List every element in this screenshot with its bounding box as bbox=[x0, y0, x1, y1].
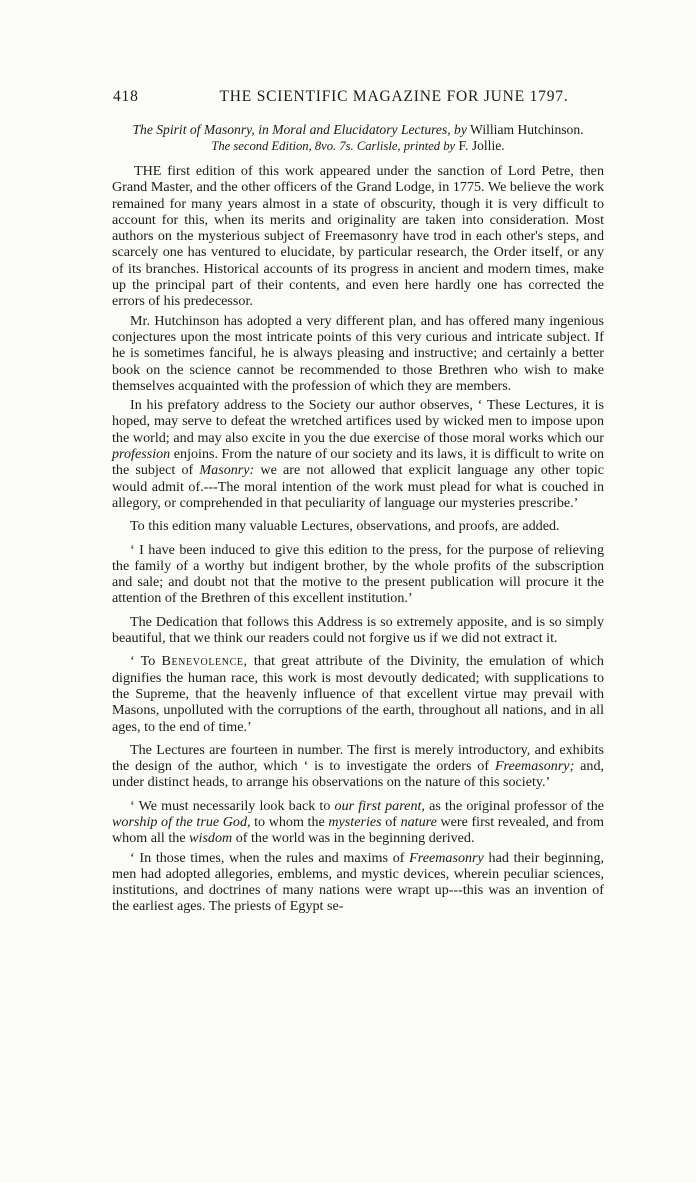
paragraph-8 bbox=[112, 742, 604, 791]
p9-italic-wisdom: wisdom bbox=[189, 830, 233, 847]
paragraph-6: The Dedication that follows this Address is so extremely apposite, and is so simply beautiful, that we think our readers could not forgive us if we did not extract it. bbox=[112, 613, 604, 647]
p9-text-i: were first revealed, and from whom all the bbox=[112, 813, 604, 847]
review-title-line bbox=[112, 122, 604, 138]
paragraph-9 bbox=[112, 798, 604, 847]
book-title: The Spirit of Masonry, in Moral and Elucidatory Lectures, by bbox=[132, 122, 467, 137]
paragraph-4: To this edition many valuable Lectures, observations, and proofs, are added. bbox=[130, 518, 560, 535]
p3-italic-profession: profession bbox=[112, 446, 171, 463]
p10-italic-freemasonry: Freemasonry bbox=[409, 849, 484, 866]
paragraph-2: Mr. Hutchinson has adopted a very different plan, and has offered many ingenious conjectures upon the most intricate points of this very curious and intricate subject. If he is sometimes fanciful, he is always pleasing and instructive; and certainly a better book on the science cannot be recommended to those Brethren who wish to make themselves acquainted with the profession of which they are members. bbox=[112, 312, 604, 394]
p7-text-a: ‘ To bbox=[130, 653, 156, 670]
p3-italic-masonry: Masonry: bbox=[199, 462, 255, 479]
paragraph-7 bbox=[112, 653, 604, 734]
p9-text-a: ‘ We must necessarily look back to bbox=[130, 797, 331, 814]
running-header bbox=[113, 88, 609, 106]
p9-text-c: as the original professor of the bbox=[429, 797, 605, 814]
p9-italic-mysteries: mysteries bbox=[328, 813, 382, 830]
p8-text-a: The Lectures are fourteen in number. The first is merely introductory, and exhibits the design of the author, which ‘ is to investigate the orders of bbox=[112, 741, 604, 775]
p9-text-e: to whom the bbox=[254, 813, 325, 830]
p10-text-c: had their beginning, men had adopted allegories, emblems, and mystic devices, wherein peculiar sciences, institutions, and doctrines of many nations were wrapt up---this was an invention of the earliest ages. The priests of Egypt se- bbox=[112, 849, 605, 915]
p8-italic-freemasonry: Freemasonry; bbox=[494, 758, 575, 775]
p3-text-c: enjoins. From the nature of our society and its laws, it is difficult to write on the subject of bbox=[112, 446, 604, 479]
p9-italic-nature: nature bbox=[400, 813, 437, 830]
paragraph-1: THE first edition of this work appeared under the sanction of Lord Petre, then Grand Master, and the other officers of the Grand Lodge, in 1775. We believe the work remained for many years almost in a state of obscurity, though it is very difficult to account for this, when its merits and originality are taken into consideration. Most authors on the mysterious subject of Freemasonry have trod in each other's steps, and scarcely one has ventured to elucidate, by particular research, the Order itself, or any of its branches. Historical accounts of its progress in ancient and modern times, make up the principal part of their contents, and even here hardly one has corrected the errors of his predecessor. bbox=[112, 163, 604, 310]
paragraph-3 bbox=[112, 397, 604, 511]
p10-text-a: ‘ In those times, when the rules and maxims of bbox=[130, 849, 405, 866]
printer-name: F. Jollie. bbox=[458, 138, 505, 153]
review-body bbox=[112, 163, 604, 918]
page-number: 418 bbox=[113, 88, 139, 105]
publication-details: The second Edition, 8vo. 7s. Carlisle, printed by bbox=[211, 139, 456, 153]
review-publication-line bbox=[112, 138, 604, 154]
p7-text-c: that great attribute of the Divinity, the emulation of which dignifies the human race, this work is most devoutly dedicated; with supplications to the Supreme, that the heavenly influence of that excellent virtue may prevail with Masons, unpolluted with the corruptions of the earth, throughout all nations, and in all ages, to the end of time.’ bbox=[112, 653, 604, 735]
p9-text-g: of bbox=[385, 813, 397, 830]
p9-text-k: of the world was in the beginning derived. bbox=[235, 830, 475, 847]
p3-text-a: In his prefatory address to the Society our author observes, ‘ These Lectures, it is hoped, may serve to defeat the wretched artifices used by wicked men to impose upon the world; and may also excite in you the due exercise of those moral works which our bbox=[112, 397, 604, 446]
running-title: THE SCIENTIFIC MAGAZINE FOR JUNE 1797. bbox=[219, 88, 569, 105]
review-heading bbox=[112, 122, 604, 154]
paragraph-5: ‘ I have been induced to give this edition to the press, for the purpose of relieving the family of a worthy but indigent brother, by the whole profits of the subscription and sale; and doubt not that the motive to the present publication will procure it the attention of the Brethren of this excellent institution.’ bbox=[112, 541, 604, 607]
p7-benevolence: Benevolence, bbox=[161, 653, 248, 670]
p8-text-c: and, under distinct heads, to arrange his observations on the nature of this society.’ bbox=[112, 758, 605, 791]
p9-italic-first-parent: our first parent, bbox=[334, 797, 425, 814]
paragraph-10 bbox=[112, 850, 604, 915]
p9-italic-worship: worship of the true God, bbox=[112, 813, 251, 830]
book-author: William Hutchinson. bbox=[470, 122, 584, 137]
p3-text-e: we are not allowed that explicit language any other topic would admit of.---The moral intention of the work must plead for what is couched in allegory, or comprehended in that peculiarity of language our mysteries prescribe.’ bbox=[112, 462, 605, 511]
